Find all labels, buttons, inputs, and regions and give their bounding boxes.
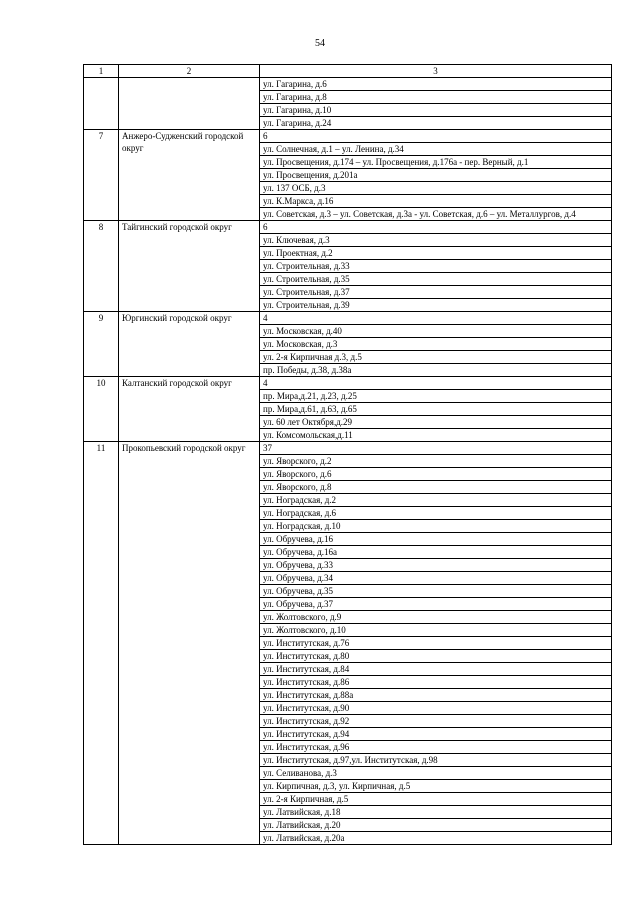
address-cell: ул. 137 ОСБ, д.3 bbox=[260, 182, 612, 195]
address-cell: ул. Латвийская, д.20 bbox=[260, 819, 612, 832]
header-cell-addresses: 3 bbox=[260, 65, 612, 78]
address-table bbox=[83, 64, 612, 845]
address-cell: ул. Институтская, д.96 bbox=[260, 741, 612, 754]
address-cell: ул. Институтская, д.80 bbox=[260, 650, 612, 663]
table-row bbox=[84, 78, 612, 91]
row-number-cell: 11 bbox=[84, 442, 119, 845]
row-number-cell: 8 bbox=[84, 221, 119, 312]
address-cell: ул. Яворского, д.6 bbox=[260, 468, 612, 481]
address-cell: ул. Институтская, д.92 bbox=[260, 715, 612, 728]
municipality-cell: Юргинский городской округ bbox=[119, 312, 260, 377]
table-row bbox=[84, 221, 612, 234]
address-cell: ул. Яворского, д.8 bbox=[260, 481, 612, 494]
address-cell: ул. Жолтовского, д.10 bbox=[260, 624, 612, 637]
address-cell: ул. 2-я Кирпичная д.3, д.5 bbox=[260, 351, 612, 364]
municipality-cell: Прокопьевский городской округ bbox=[119, 442, 260, 845]
table-row bbox=[84, 442, 612, 455]
count-cell: 37 bbox=[260, 442, 612, 455]
address-cell: пр. Мира,д.61, д.63, д.65 bbox=[260, 403, 612, 416]
address-cell: ул. Строительная, д.37 bbox=[260, 286, 612, 299]
address-cell: ул. Обручева, д.34 bbox=[260, 572, 612, 585]
table-row bbox=[84, 312, 612, 325]
address-cell: ул. Институтская, д.97,ул. Институтская, д.98 bbox=[260, 754, 612, 767]
address-cell: ул. Проектная, д.2 bbox=[260, 247, 612, 260]
address-cell: ул. Латвийская, д.20а bbox=[260, 832, 612, 845]
address-cell: ул. Московская, д.40 bbox=[260, 325, 612, 338]
address-cell: ул. Обручева, д.16 bbox=[260, 533, 612, 546]
address-cell: ул. Институтская, д.76 bbox=[260, 637, 612, 650]
address-cell: ул. Институтская, д.84 bbox=[260, 663, 612, 676]
municipality-cell bbox=[119, 78, 260, 130]
address-cell: пр. Победы, д.38, д.38а bbox=[260, 364, 612, 377]
address-cell: ул. Солнечная, д.1 – ул. Ленина, д.34 bbox=[260, 143, 612, 156]
address-cell: ул. Селиванова, д.3 bbox=[260, 767, 612, 780]
address-cell: ул. Ноградская, д.6 bbox=[260, 507, 612, 520]
municipality-cell: Анжеро-Судженский городской округ bbox=[119, 130, 260, 221]
table-row bbox=[84, 130, 612, 143]
address-cell: ул. 2-я Кирпичная, д.5 bbox=[260, 793, 612, 806]
table-body bbox=[84, 65, 612, 845]
address-cell: ул. Институтская, д.88а bbox=[260, 689, 612, 702]
row-number-cell bbox=[84, 78, 119, 130]
row-number-cell: 9 bbox=[84, 312, 119, 377]
address-cell: ул. Кирпичная, д.3, ул. Кирпичная, д.5 bbox=[260, 780, 612, 793]
address-cell: ул. Строительная, д.39 bbox=[260, 299, 612, 312]
address-cell: ул. Просвещения, д.201а bbox=[260, 169, 612, 182]
address-cell: ул. Обручева, д.37 bbox=[260, 598, 612, 611]
address-cell: пр. Мира,д.21, д.23, д.25 bbox=[260, 390, 612, 403]
row-number-cell: 10 bbox=[84, 377, 119, 442]
municipality-cell: Тайгинский городской округ bbox=[119, 221, 260, 312]
address-cell: ул. Ключевая, д.3 bbox=[260, 234, 612, 247]
address-cell: ул. Институтская, д.94 bbox=[260, 728, 612, 741]
table-header-row bbox=[84, 65, 612, 78]
address-cell: ул. Обручева, д.33 bbox=[260, 559, 612, 572]
address-cell: ул. Обручева, д.16а bbox=[260, 546, 612, 559]
address-cell: ул. Яворского, д.2 bbox=[260, 455, 612, 468]
address-cell: ул. К.Маркса, д.16 bbox=[260, 195, 612, 208]
address-cell: ул. Гагарина, д.8 bbox=[260, 91, 612, 104]
address-cell: ул. Строительная, д.35 bbox=[260, 273, 612, 286]
address-cell: ул. Институтская, д.86 bbox=[260, 676, 612, 689]
count-cell: 6 bbox=[260, 130, 612, 143]
address-cell: ул. Московская, д.3 bbox=[260, 338, 612, 351]
address-cell: ул. Институтская, д.90 bbox=[260, 702, 612, 715]
address-cell: ул. Просвещения, д.174 – ул. Просвещения, д.176а - пер. Верный, д.1 bbox=[260, 156, 612, 169]
address-cell: ул. Ноградская, д.2 bbox=[260, 494, 612, 507]
address-cell: ул. Гагарина, д.6 bbox=[260, 78, 612, 91]
header-cell-municipality: 2 bbox=[119, 65, 260, 78]
row-number-cell: 7 bbox=[84, 130, 119, 221]
count-cell: 4 bbox=[260, 377, 612, 390]
count-cell: 6 bbox=[260, 221, 612, 234]
header-cell-number: 1 bbox=[84, 65, 119, 78]
address-cell: ул. Латвийская, д.18 bbox=[260, 806, 612, 819]
address-cell: ул. Строительная, д.33 bbox=[260, 260, 612, 273]
municipality-cell: Калтанский городской округ bbox=[119, 377, 260, 442]
address-cell: ул. Обручева, д.35 bbox=[260, 585, 612, 598]
address-cell: ул. Советская, д.3 – ул. Советская, д.3а - ул. Советская, д.6 – ул. Металлургов, д.4 bbox=[260, 208, 612, 221]
address-cell: ул. Комсомольская,д.11 bbox=[260, 429, 612, 442]
table-row bbox=[84, 377, 612, 390]
address-cell: ул. 60 лет Октября,д.29 bbox=[260, 416, 612, 429]
address-cell: ул. Гагарина, д.10 bbox=[260, 104, 612, 117]
address-cell: ул. Гагарина, д.24 bbox=[260, 117, 612, 130]
page-number: 54 bbox=[315, 38, 325, 49]
address-cell: ул. Ноградская, д.10 bbox=[260, 520, 612, 533]
count-cell: 4 bbox=[260, 312, 612, 325]
address-cell: ул. Жолтовского, д.9 bbox=[260, 611, 612, 624]
